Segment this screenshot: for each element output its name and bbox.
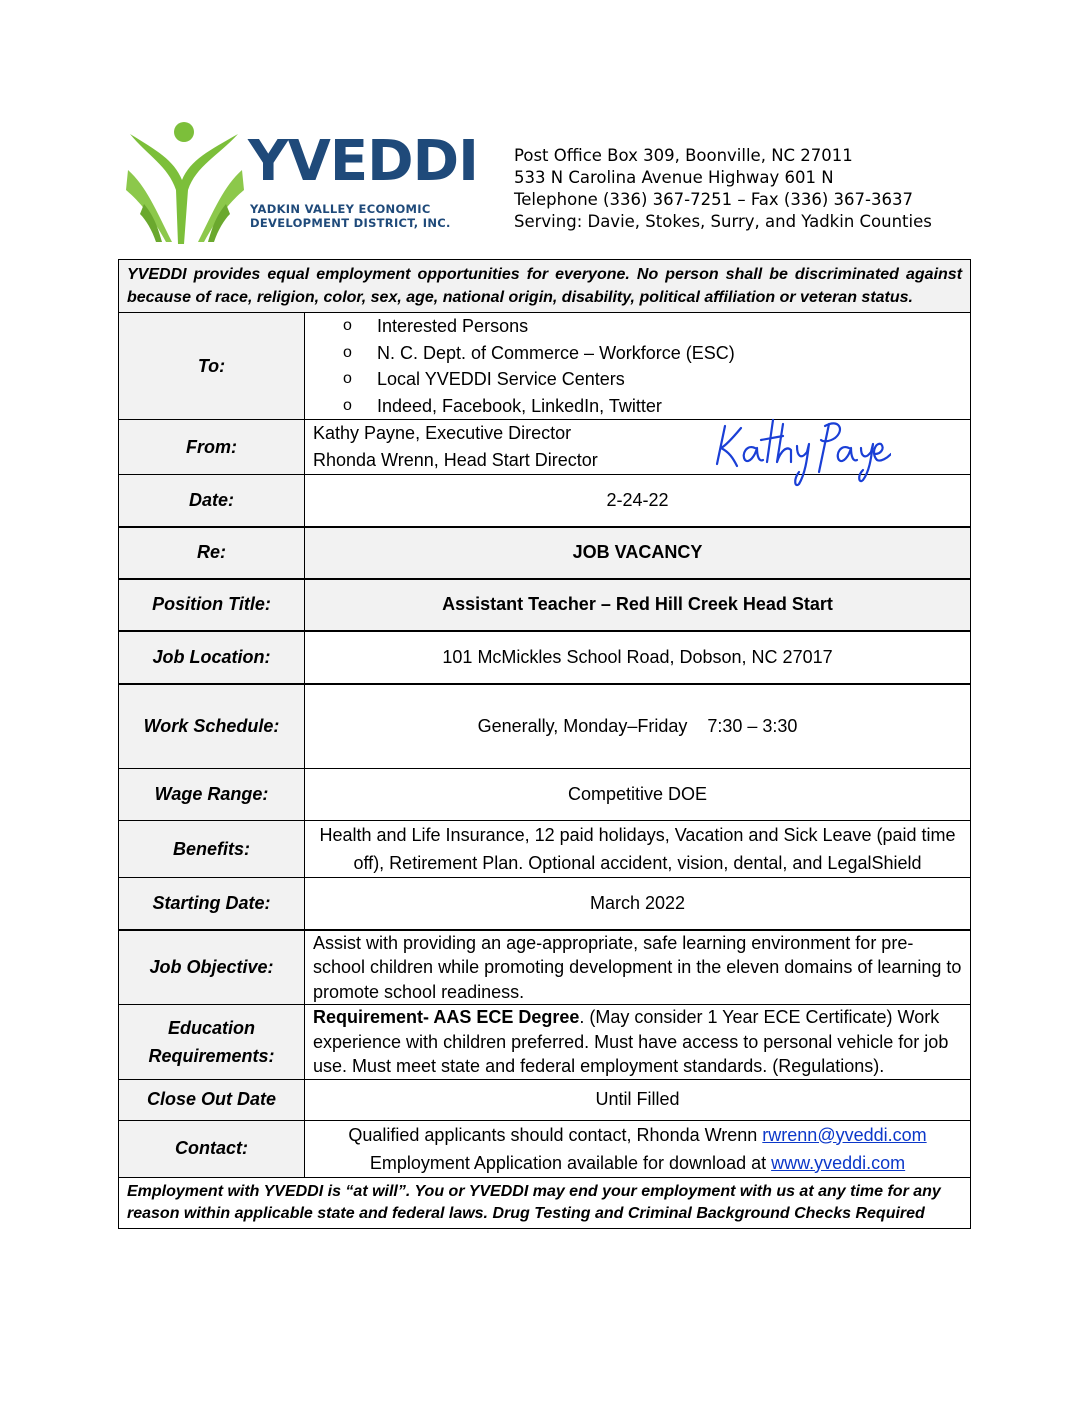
schedule-label: Work Schedule: xyxy=(119,684,305,769)
date-label: Date: xyxy=(119,475,305,527)
from-label: From: xyxy=(119,420,305,475)
eeo-statement: YVEDDI provides equal employment opportunities for everyone. No person shall be discriminated against because of race, religion, color, sex, age, national origin, disability, political affiliation or veteran status. xyxy=(119,260,971,313)
contact-text: Qualified applicants should contact, Rhonda Wrenn xyxy=(348,1124,763,1145)
job-vacancy-table xyxy=(118,259,971,1229)
contact-line-2 xyxy=(313,1149,962,1177)
from-line-2: Rhonda Wrenn, Head Start Director xyxy=(313,450,598,470)
bullet-icon: o xyxy=(343,343,352,361)
close-out-row xyxy=(119,1079,971,1120)
logo-wordmark: YVEDDI xyxy=(248,129,478,194)
objective-value: Assist with providing an age-appropriate, safe learning environment for pre-school children while promoting development in the eleven domains of learning to promote school readiness. xyxy=(305,930,971,1005)
location-value: 101 McMickles School Road, Dobson, NC 27017 xyxy=(305,631,971,684)
recipient-text: Indeed, Facebook, LinkedIn, Twitter xyxy=(377,395,662,416)
starting-date-value: March 2022 xyxy=(305,878,971,930)
contact-line-1 xyxy=(313,1121,962,1149)
footer-statement: Employment with YVEDDI is “at will”. You or YVEDDI may end your employment with us at any time for any reason within applicable state and federal laws. Drug Testing and Criminal Background Checks Required xyxy=(119,1177,971,1228)
from-line-1: Kathy Payne, Executive Director xyxy=(313,423,572,443)
re-row xyxy=(119,527,971,579)
benefits-row xyxy=(119,821,971,878)
to-row xyxy=(119,313,971,420)
recipient-list xyxy=(313,313,962,419)
address-line-serving: Serving: Davie, Stokes, Surry, and Yadkin Counties xyxy=(514,212,932,231)
wage-row xyxy=(119,769,971,821)
schedule-value: Generally, Monday–Friday 7:30 – 3:30 xyxy=(305,684,971,769)
yveddi-logo xyxy=(126,120,478,244)
to-value xyxy=(305,313,971,420)
from-row xyxy=(119,420,971,475)
education-label-line1: Education xyxy=(167,1017,255,1038)
objective-label: Job Objective: xyxy=(119,930,305,1005)
re-value: JOB VACANCY xyxy=(305,527,971,579)
application-text: Employment Application available for download at xyxy=(369,1152,772,1173)
benefits-value: Health and Life Insurance, 12 paid holidays, Vacation and Sick Leave (paid time off), Retirement Plan. Optional accident, vision, dental, and LegalShield xyxy=(305,821,971,878)
address-line-street: 533 N Carolina Avenue Highway 601 N xyxy=(514,168,834,187)
close-out-value: Until Filled xyxy=(305,1079,971,1120)
date-value: 2-24-22 xyxy=(305,475,971,527)
footer-row xyxy=(119,1177,971,1228)
close-out-label: Close Out Date xyxy=(119,1079,305,1120)
starting-date-row xyxy=(119,878,971,930)
from-value xyxy=(305,420,971,475)
wage-label: Wage Range: xyxy=(119,769,305,821)
contact-label: Contact: xyxy=(119,1120,305,1177)
education-row xyxy=(119,1005,971,1080)
recipient-text: N. C. Dept. of Commerce – Workforce (ESC) xyxy=(377,342,735,363)
bullet-icon: o xyxy=(343,396,352,414)
bullet-icon: o xyxy=(343,317,352,334)
starting-date-label: Starting Date: xyxy=(119,878,305,930)
logo-figure-icon xyxy=(126,120,246,244)
education-requirement-bold: Requirement- AAS ECE Degree xyxy=(313,1007,580,1027)
logo-subtitle-line2: DEVELOPMENT DISTRICT, INC. xyxy=(250,216,451,230)
list-item xyxy=(343,340,962,367)
address-block xyxy=(514,145,932,233)
wage-value: Competitive DOE xyxy=(305,769,971,821)
list-item xyxy=(343,313,962,340)
email-link[interactable]: rwrenn@yveddi.com xyxy=(762,1124,927,1145)
location-row xyxy=(119,631,971,684)
education-label-line2: Requirements: xyxy=(148,1045,275,1066)
recipient-text: Interested Persons xyxy=(377,316,529,336)
bullet-icon: o xyxy=(343,370,352,387)
position-label: Position Title: xyxy=(119,579,305,631)
recipient-text: Local YVEDDI Service Centers xyxy=(377,369,625,389)
website-link[interactable]: www.yveddi.com xyxy=(771,1152,906,1173)
education-requirement-rest: . (May consider 1 Year ECE Certificate) Work experience with children preferred. Must have access to personal vehicle for job use. Must meet state and federal employment standards. (Regulations). xyxy=(313,1007,949,1076)
eeo-row xyxy=(119,260,971,313)
to-label: To: xyxy=(119,313,305,420)
re-label: Re: xyxy=(119,527,305,579)
benefits-label: Benefits: xyxy=(119,821,305,878)
contact-value xyxy=(305,1120,971,1177)
location-label: Job Location: xyxy=(119,631,305,684)
from-text xyxy=(313,420,962,474)
address-line-po-box: Post Office Box 309, Boonville, NC 27011 xyxy=(514,146,853,165)
address-line-phone: Telephone (336) 367-7251 – Fax (336) 367-3637 xyxy=(514,190,913,209)
education-value xyxy=(305,1005,971,1080)
signature-image xyxy=(711,414,891,492)
list-item xyxy=(343,366,962,393)
schedule-row xyxy=(119,684,971,769)
education-label xyxy=(119,1005,305,1080)
objective-row xyxy=(119,930,971,1005)
logo-subtitle-line1: YADKIN VALLEY ECONOMIC xyxy=(250,202,431,216)
contact-row xyxy=(119,1120,971,1177)
position-row xyxy=(119,579,971,631)
logo-subtitle xyxy=(250,202,451,230)
position-value: Assistant Teacher – Red Hill Creek Head Start xyxy=(305,579,971,631)
